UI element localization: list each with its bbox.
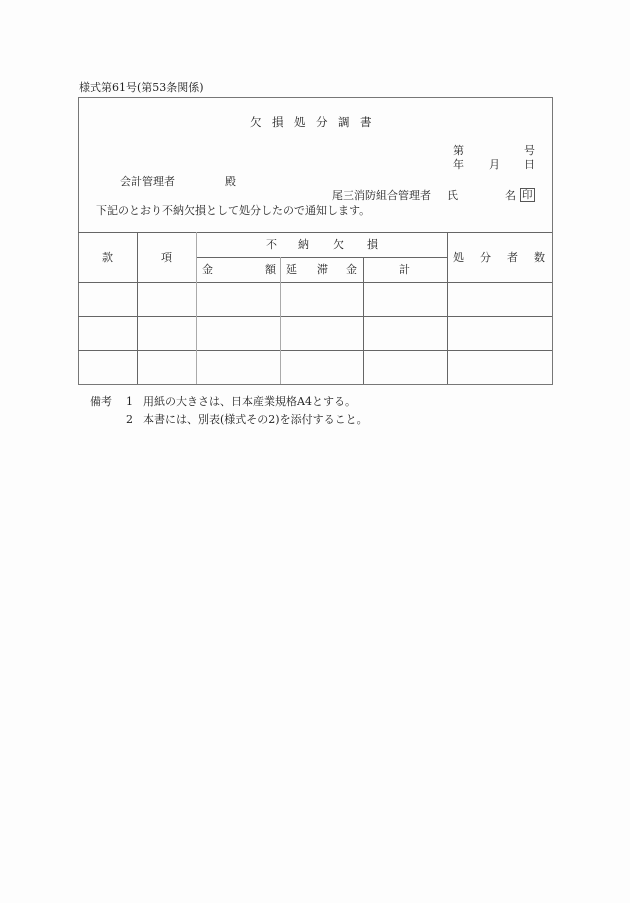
- note-text: 本書には、別表(様式その2)を添付すること。: [143, 413, 368, 426]
- cell-shobun-shasu[interactable]: [448, 283, 551, 316]
- note-text: 用紙の大きさは、日本産業規格A4とする。: [143, 395, 356, 408]
- date-day: 日: [524, 158, 535, 171]
- date-year: 年: [453, 158, 464, 171]
- seal-icon: 印: [522, 189, 533, 201]
- addressee-honorific: 殿: [225, 175, 236, 188]
- title-char: 処: [294, 115, 306, 129]
- cell-kingaku[interactable]: [197, 317, 280, 350]
- title-char: 損: [272, 115, 284, 129]
- cell-kan[interactable]: [79, 283, 137, 316]
- header-char: 数: [534, 251, 545, 264]
- seal-mark: [520, 188, 535, 202]
- cell-kan[interactable]: [79, 351, 137, 383]
- cell-kei[interactable]: [364, 351, 447, 383]
- note-number: 2: [126, 413, 133, 426]
- cell-kei[interactable]: [364, 283, 447, 316]
- header-char: 処: [453, 251, 464, 264]
- header-char: 欠: [333, 238, 344, 251]
- notes-label: 備考: [90, 395, 112, 408]
- header-kan: 款: [102, 251, 113, 264]
- header-entaikin-3: 金: [346, 263, 357, 276]
- header-kingaku-1: 金: [202, 263, 213, 276]
- title-char: 書: [360, 115, 372, 129]
- header-entaikin-1: 延: [286, 263, 297, 276]
- sender-name-right: 名: [505, 189, 516, 202]
- cell-kei[interactable]: [364, 317, 447, 350]
- document-title: [250, 117, 382, 129]
- date-month: 月: [489, 158, 500, 171]
- cell-kingaku[interactable]: [197, 283, 280, 316]
- cell-kou[interactable]: [138, 317, 196, 350]
- header-kingaku-2: 額: [265, 263, 276, 276]
- header-funo-kesson: [266, 239, 378, 250]
- cell-kingaku[interactable]: [197, 351, 280, 383]
- header-kei: 計: [399, 263, 410, 276]
- cell-entaikin[interactable]: [281, 317, 363, 350]
- cell-shobun-shasu[interactable]: [448, 317, 551, 350]
- addressee-name: 会計管理者: [120, 175, 175, 188]
- header-char: 分: [480, 251, 491, 264]
- cell-kou[interactable]: [138, 351, 196, 383]
- header-kou: 項: [161, 251, 172, 264]
- cell-entaikin[interactable]: [281, 351, 363, 383]
- header-char: 者: [507, 251, 518, 264]
- number-prefix: 第: [453, 144, 464, 157]
- header-shobun-shasu: [453, 252, 545, 263]
- title-char: 分: [316, 115, 328, 129]
- header-entaikin-2: 滞: [317, 263, 328, 276]
- number-suffix: 号: [524, 144, 535, 157]
- note-number: 1: [126, 395, 133, 408]
- body-text: 下記のとおり不納欠損として処分したので通知します。: [96, 204, 371, 217]
- cell-kan[interactable]: [79, 317, 137, 350]
- cell-kou[interactable]: [138, 283, 196, 316]
- sender-name-left: 氏: [447, 189, 458, 202]
- cell-entaikin[interactable]: [281, 283, 363, 316]
- sender-org: 尾三消防組合管理者: [332, 189, 431, 202]
- header-char: 不: [266, 238, 277, 251]
- title-char: 欠: [250, 115, 262, 129]
- header-char: 損: [367, 238, 378, 251]
- header-char: 納: [298, 238, 309, 251]
- form-label: 様式第61号(第53条関係): [79, 81, 204, 94]
- cell-shobun-shasu[interactable]: [448, 351, 551, 383]
- title-char: 調: [338, 115, 350, 129]
